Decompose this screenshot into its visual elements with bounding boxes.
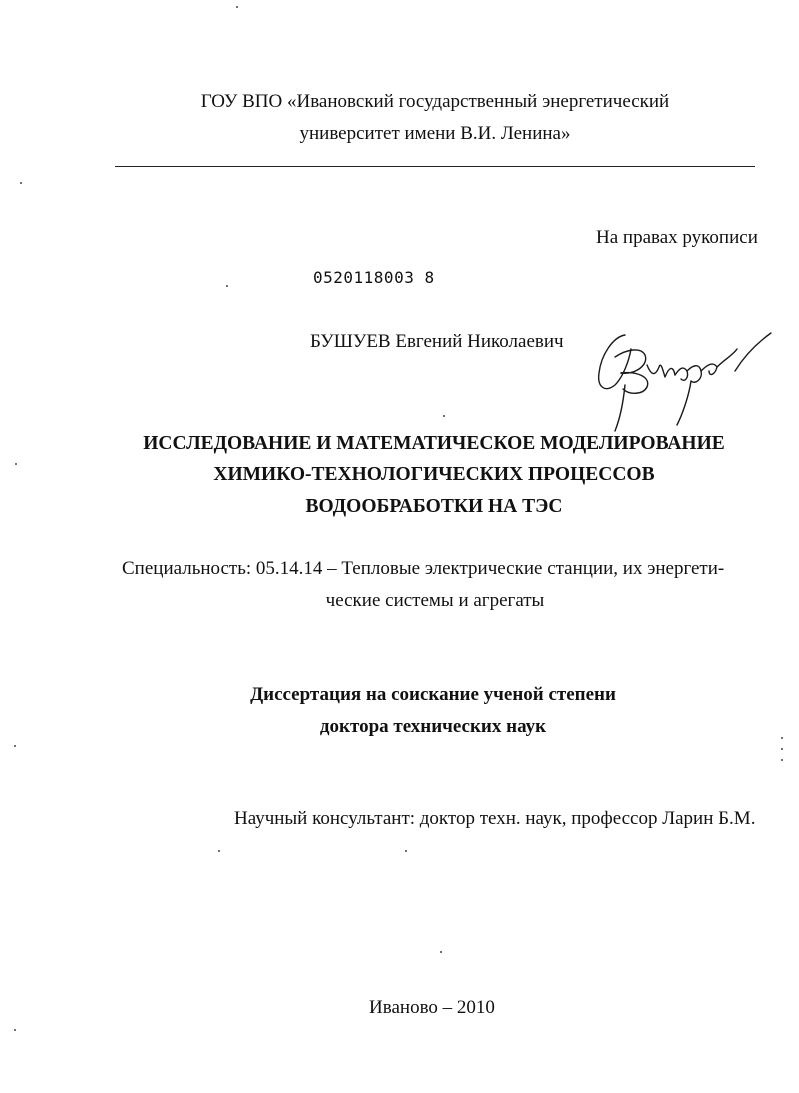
- scan-speck: [405, 850, 407, 852]
- scan-speck: [781, 759, 783, 761]
- scan-speck: [15, 463, 17, 465]
- scan-speck: [781, 748, 783, 750]
- degree-line-2: доктора технических наук: [319, 716, 547, 737]
- scan-speck: [14, 1029, 16, 1031]
- scientific-consultant: Научный консультант: доктор техн. наук, профессор Ларин Б.М.: [234, 808, 756, 829]
- scan-speck: [14, 745, 16, 747]
- author-name: БУШУЕВ Евгений Николаевич: [310, 331, 564, 352]
- scan-speck: [20, 182, 22, 184]
- city-year: Иваново – 2010: [369, 997, 495, 1018]
- degree-line-1: Диссертация на соискание ученой степени: [250, 684, 616, 705]
- scan-speck: [781, 737, 783, 739]
- registration-number: 0520118003 8: [313, 268, 435, 287]
- header-divider: [115, 166, 755, 167]
- scan-speck: [440, 951, 442, 953]
- signature-icon: [585, 325, 775, 435]
- title-line-1: ИССЛЕДОВАНИЕ И МАТЕМАТИЧЕСКОЕ МОДЕЛИРОВАНИЕ: [143, 433, 725, 454]
- specialty-line-1: Специальность: 05.14.14 – Тепловые электрические станции, их энергети-: [122, 558, 725, 579]
- rights-note: На правах рукописи: [596, 227, 758, 248]
- scan-speck: [218, 850, 220, 852]
- scan-speck: [236, 6, 238, 8]
- title-line-2: ХИМИКО-ТЕХНОЛОГИЧЕСКИХ ПРОЦЕССОВ: [213, 464, 655, 485]
- organization-line-2: университет имени В.И. Ленина»: [299, 123, 571, 144]
- organization-line-1: ГОУ ВПО «Ивановский государственный энергетический: [200, 91, 670, 112]
- scan-speck: [443, 415, 445, 417]
- specialty-line-2: ческие системы и агрегаты: [325, 590, 545, 611]
- title-line-3: ВОДООБРАБОТКИ НА ТЭС: [305, 496, 563, 517]
- scan-speck: [226, 285, 228, 287]
